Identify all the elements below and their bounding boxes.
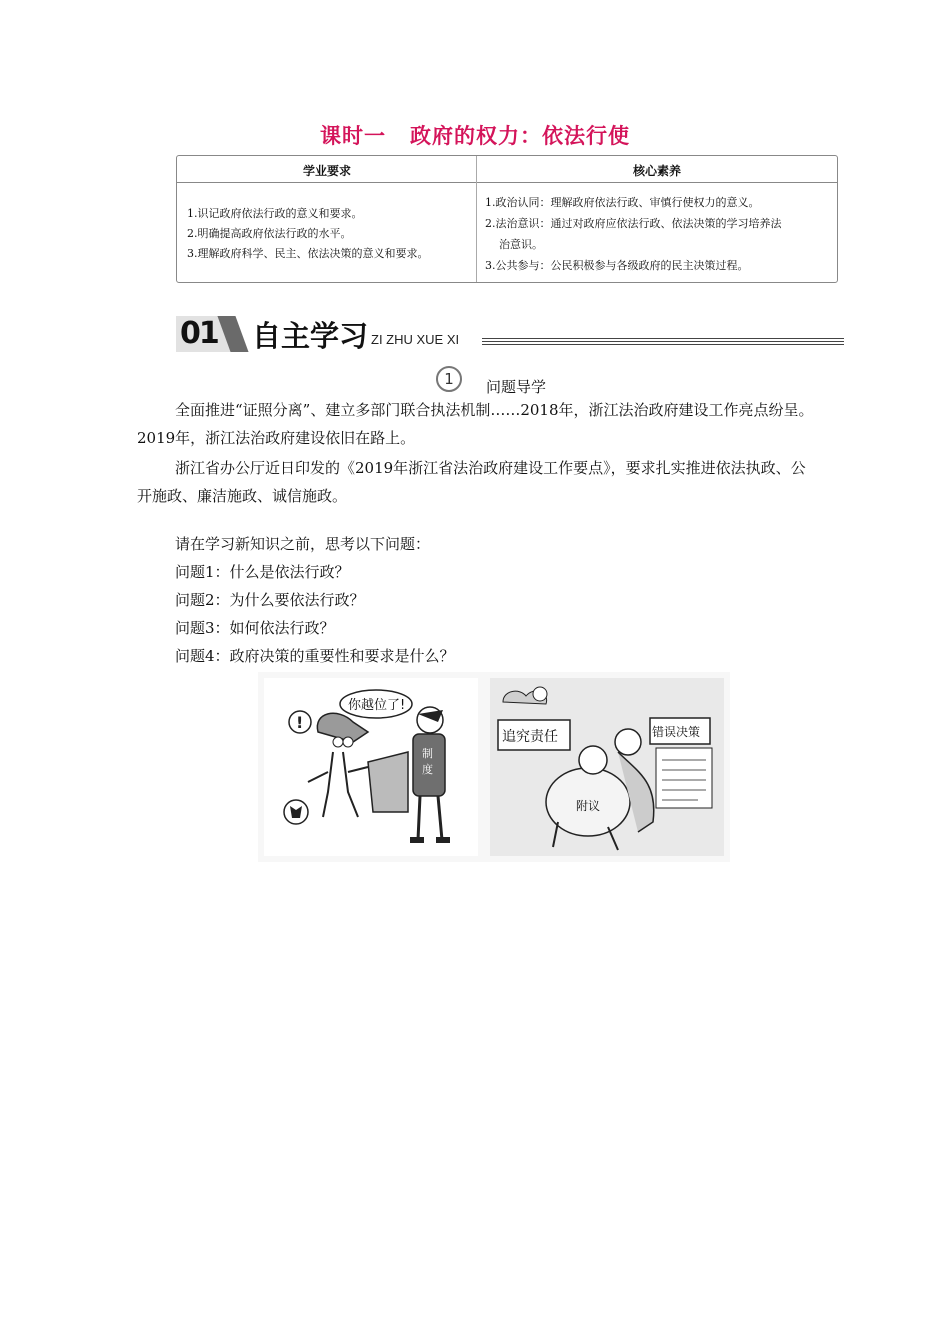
core-competencies-header: 核心素养: [632, 164, 681, 178]
question-item: 问题3：如何依法行政？: [175, 619, 335, 637]
subsection-label: 问题导学: [486, 378, 547, 396]
question-item: 问题4：政府决策的重要性和要求是什么？: [175, 647, 455, 665]
lesson-number: 课时一: [320, 124, 386, 148]
list-item: 治意识。: [499, 238, 543, 251]
section-pinyin: ZI ZHU XUE XI: [371, 332, 460, 347]
follow-label: 附议: [576, 799, 601, 813]
list-item: 3.理解政府科学、民主、依法决策的意义和要求。: [187, 247, 429, 260]
question-item: 问题1：什么是依法行政？: [175, 563, 350, 581]
blame-label: 追究责任: [502, 729, 558, 745]
intro-paragraphs: [137, 396, 817, 510]
wrong-decision-label: 错误决策: [652, 725, 701, 739]
speech-bubble-text: 你越位了!: [348, 698, 406, 713]
lesson-title: 政府的权力：依法行使: [410, 124, 630, 148]
offside-cartoon: [258, 672, 478, 856]
table-divider: [476, 156, 477, 282]
section-number: 01: [176, 316, 232, 352]
questions-intro: 请在学习新知识之前，思考以下问题：: [175, 535, 431, 553]
requirements-table-header: [177, 156, 837, 183]
core-competencies-list: [485, 192, 835, 276]
section-rule-lines: [482, 338, 844, 350]
requirements-table: [176, 155, 838, 283]
academic-requirements-list: [187, 204, 472, 264]
paragraph: 全面推进“证照分离”、建立多部门联合执法机制……2018年，浙江法治政府建设工作亮点纷呈。2019年，浙江法治政府建设依旧在路上。: [137, 401, 814, 447]
section-banner: [176, 312, 844, 356]
list-item: 1.政治认同：理解政府依法行政、审慎行使权力的意义。: [485, 196, 760, 209]
section-title: 自主学习: [252, 319, 369, 353]
institution-label-2: 度: [422, 763, 433, 776]
institution-label-1: 制: [422, 747, 433, 760]
list-item: 3.公共参与：公民积极参与各级政府的民主决策过程。: [485, 259, 749, 272]
decision-cartoon: [490, 678, 724, 856]
list-item: 1.识记政府依法行政的意义和要求。: [187, 207, 363, 220]
exclaim-mark: !: [296, 713, 304, 732]
list-item: 2.法治意识：通过对政府应依法行政、依法决策的学习培养法: [485, 217, 782, 230]
subsection-number-icon: 1: [436, 366, 462, 392]
list-item: 2.明确提高政府依法行政的水平。: [187, 227, 352, 240]
paragraph: 浙江省办公厅近日印发的《2019年浙江省法治政府建设工作要点》，要求扎实推进依法执政、公开施政、廉洁施政、诚信施政。: [137, 459, 806, 505]
question-list: [137, 530, 817, 670]
cartoon-illustration: [258, 672, 730, 862]
page-title: [0, 120, 950, 150]
academic-requirements-header: 学业要求: [302, 164, 351, 178]
question-item: 问题2：为什么要依法行政？: [175, 591, 365, 609]
